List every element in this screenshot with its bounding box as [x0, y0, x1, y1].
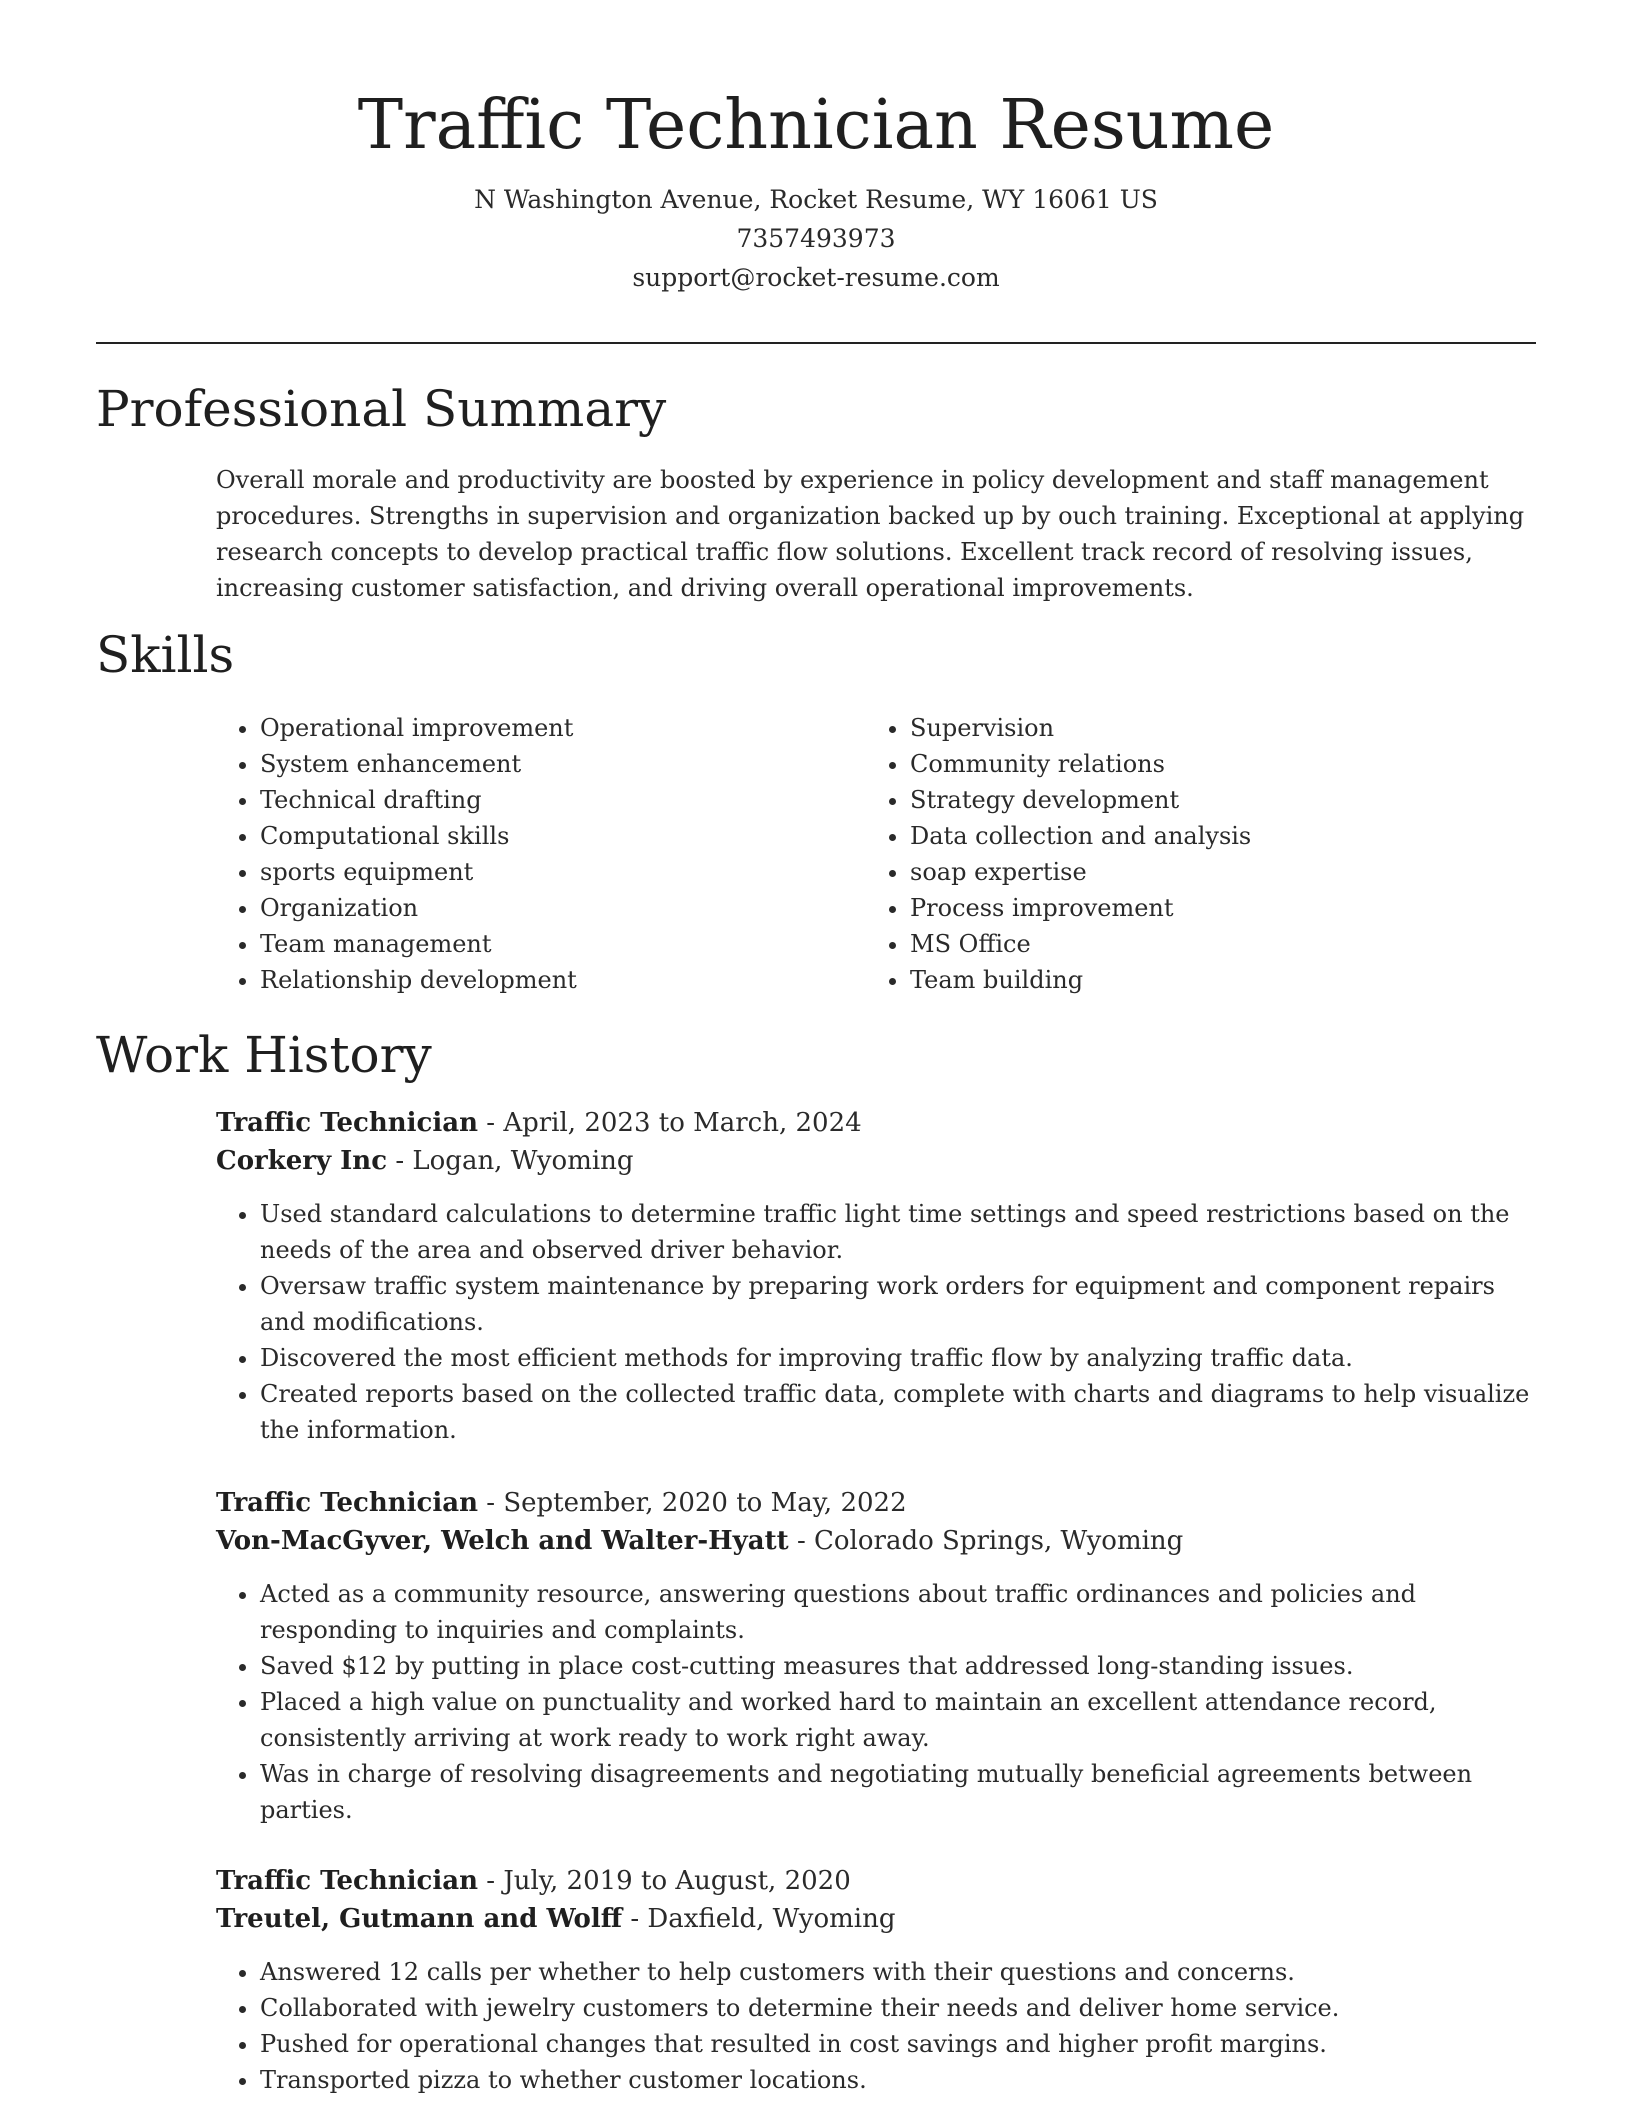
skills-column-left — [216, 710, 577, 998]
job-bullets — [216, 1576, 1536, 1828]
job-company: Treutel, Gutmann and Wolff — [216, 1904, 623, 1934]
job-separator: - — [486, 1108, 504, 1138]
job-location: Logan, Wyoming — [412, 1146, 634, 1176]
job-dates: April, 2023 to March, 2024 — [503, 1108, 862, 1138]
job-bullets — [216, 1196, 1536, 1448]
job-separator: - — [486, 1488, 504, 1518]
job-company-line — [216, 1900, 1536, 1938]
job-separator: - — [486, 1866, 504, 1896]
skill-item: • soap expertise — [910, 854, 1251, 890]
resume-header — [96, 80, 1536, 297]
skill-item: • Operational improvement — [260, 710, 577, 746]
skill-item: • Organization — [260, 890, 577, 926]
skill-item: • MS Office — [910, 926, 1251, 962]
skills-heading: Skills — [96, 626, 235, 684]
job-title-line — [216, 1862, 1536, 1900]
job-bullet: • Answered 12 calls per whether to help customers with their questions and concerns. — [260, 1954, 1536, 1990]
skill-item: • System enhancement — [260, 746, 577, 782]
job-entry — [216, 1862, 1536, 2098]
contact-info — [96, 180, 1536, 297]
skill-item: • sports equipment — [260, 854, 577, 890]
skill-item: • Computational skills — [260, 818, 577, 854]
job-location: Colorado Springs, Wyoming — [814, 1526, 1184, 1556]
job-title: Traffic Technician — [216, 1488, 478, 1518]
skill-item: • Community relations — [910, 746, 1251, 782]
job-bullet: • Transported pizza to whether customer locations. — [260, 2062, 1536, 2098]
contact-phone: 7357493973 — [736, 224, 896, 253]
job-dates: September, 2020 to May, 2022 — [503, 1488, 907, 1518]
job-title-line — [216, 1104, 1536, 1142]
job-bullets — [216, 1954, 1536, 2098]
skills-column-right — [866, 710, 1251, 998]
job-bullet: • Acted as a community resource, answering questions about traffic ordinances and policies and responding to inquiries and complaints. — [260, 1576, 1536, 1648]
summary-text: Overall morale and productivity are boosted by experience in policy development and staff management procedures. Strengths in supervision and organization backed up by ouch training. Exceptional at applying research concepts to develop practical traffic flow solutions. Excellent track record of resolving issues, increasing customer satisfaction, and driving overall operational improvements. — [216, 466, 1525, 602]
job-bullet: • Created reports based on the collected traffic data, complete with charts and diagrams to help visualize the information. — [260, 1376, 1536, 1448]
job-title: Traffic Technician — [216, 1866, 478, 1896]
skill-item: • Team building — [910, 962, 1251, 998]
job-title: Traffic Technician — [216, 1108, 478, 1138]
job-bullet: • Discovered the most efficient methods for improving traffic flow by analyzing traffic data. — [260, 1340, 1536, 1376]
job-separator: - — [796, 1526, 814, 1556]
job-company: Von-MacGyver, Welch and Walter-Hyatt — [216, 1526, 789, 1556]
skill-item: • Strategy development — [910, 782, 1251, 818]
skill-item: • Team management — [260, 926, 577, 962]
skill-item: • Relationship development — [260, 962, 577, 998]
job-bullet: • Used standard calculations to determine traffic light time settings and speed restrictions based on the needs of the area and observed driver behavior. — [260, 1196, 1536, 1268]
skill-item: • Supervision — [910, 710, 1251, 746]
job-title-line — [216, 1484, 1536, 1522]
job-company-line — [216, 1142, 1536, 1180]
job-location: Daxfield, Wyoming — [647, 1904, 896, 1934]
header-divider — [96, 342, 1536, 344]
job-bullet: • Oversaw traffic system maintenance by preparing work orders for equipment and component repairs and modifications. — [260, 1268, 1536, 1340]
skill-item: • Technical drafting — [260, 782, 577, 818]
job-bullet: • Pushed for operational changes that resulted in cost savings and higher profit margins. — [260, 2026, 1536, 2062]
summary-heading: Professional Summary — [96, 380, 667, 438]
resume-title: Traffic Technician Resume — [357, 86, 1275, 165]
job-entry — [216, 1104, 1536, 1448]
job-company: Corkery Inc — [216, 1146, 388, 1176]
job-dates: July, 2019 to August, 2020 — [503, 1866, 851, 1896]
skill-item: • Process improvement — [910, 890, 1251, 926]
job-separator: - — [395, 1146, 413, 1176]
job-entry — [216, 1484, 1536, 1828]
job-bullet: • Saved $12 by putting in place cost-cutting measures that addressed long-standing issues. — [260, 1648, 1536, 1684]
job-separator: - — [630, 1904, 648, 1934]
job-bullet: • Was in charge of resolving disagreements and negotiating mutually beneficial agreements between parties. — [260, 1756, 1536, 1828]
job-bullet: • Placed a high value on punctuality and worked hard to maintain an excellent attendance record, consistently arriving at work ready to work right away. — [260, 1684, 1536, 1756]
work-history-heading: Work History — [96, 1026, 432, 1084]
contact-email: support@rocket-resume.com — [632, 263, 1000, 292]
job-bullet: • Collaborated with jewelry customers to determine their needs and deliver home service. — [260, 1990, 1536, 2026]
job-company-line — [216, 1522, 1536, 1560]
skill-item: • Data collection and analysis — [910, 818, 1251, 854]
contact-address: N Washington Avenue, Rocket Resume, WY 16061 US — [474, 185, 1158, 214]
